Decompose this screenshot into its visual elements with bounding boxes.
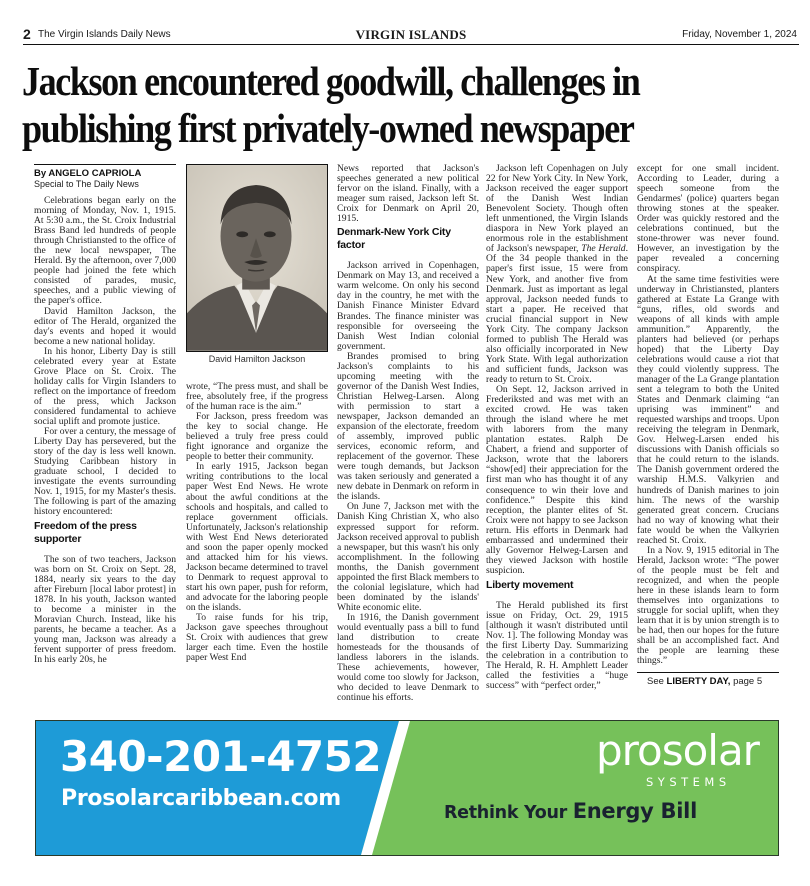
paragraph: In early 1915, Jackson began writing contributions to the local paper West End News. He wrote about the awful conditions at the schools and hospitals, and called to replace government officials. Unfortunately, Jackson's relationship with West End News deteriorated and soon the paper openly mocked and attacked him for his views. Jackson became determined to travel to Denmark to request approval to start his own paper, push for reform, and advocate for the laboring people on the islands. xyxy=(186,461,328,614)
issue-date: Friday, November 1, 2024 xyxy=(682,29,797,40)
portrait-photo xyxy=(186,164,328,352)
paragraph: except for one small incident. According to Leader, during a speech someone from the Gendarmes' (police) quarters began throwing stones at the speaker. Order was quickly restored and the celebrations continued, but the stone-thrower was never found. However, an investigation by the paper revealed a concerning conspiracy. xyxy=(637,163,779,275)
paragraph: For Jackson, press freedom was the key to social change. He believed a truly free press could fight ignorance and organize the people to better their community. xyxy=(186,411,328,463)
ad-phone-number[interactable]: 340-201-4752 xyxy=(60,732,382,781)
paragraph: Celebrations began early on the morning of Monday, Nov. 1, 1915. At 5:30 a.m., the St. Croix Industrial Brass Band led hundreds of people through Christiansted to the office of the new local newspaper, The Herald. By the afternoon, over 7,000 people had joined the fete which consisted of parades, music, speeches, and a public viewing of the paper's office. xyxy=(34,195,176,307)
paragraph: David Hamilton Jackson, the editor of The Herald, organized the day's events and hoped it would become a new national holiday. xyxy=(34,305,176,347)
subhead-denmark-new-york: Denmark-New York City factor xyxy=(337,226,451,252)
portrait-photo-icon xyxy=(187,165,327,351)
paragraph: Brandes promised to bring Jackson's complaints to his upcoming meeting with the governor of the Danish West Indies, Christian Helweg-Larsen. Along with permission to start a newspaper, Jackson demanded an expansion of the electorate, freedom of assembly, improved public services, economic reform, and replacement of the governor. These were tough demands, but Jackson was taken seriously and generated a new debate in Denmark on reform in the islands. xyxy=(337,350,479,503)
section-label: VIRGIN ISLANDS xyxy=(355,27,467,42)
subhead-liberty-movement: Liberty movement xyxy=(486,578,574,591)
jump-target: LIBERTY DAY, xyxy=(666,676,731,688)
article-column-1 xyxy=(34,164,176,665)
headline-line-1: Jackson encountered goodwill, challenges in xyxy=(22,58,640,104)
paragraph: In his honor, Liberty Day is still celebrated every year at Estate Grove Place on St. Croix. The holiday calls for Virgin Islanders to reflect on the importance of freedom of the press, which Jackson considered fundamental to achieve social uplift and promote justice. xyxy=(34,345,176,428)
page-number: 2 xyxy=(23,26,31,42)
prosolar-advertisement[interactable] xyxy=(35,720,779,856)
paragraph: Jackson arrived in Copenhagen, Denmark on May 13, and received a warm welcome. On only his second day in the country, he met with the Danish Finance Minister Edvard Brandes. The finance minister was responsible for overseeing the Danish West Indian colonial government. xyxy=(337,260,479,352)
headline-line-2: publishing first privately-owned newspaper xyxy=(22,105,634,151)
subhead-freedom-of-press: Freedom of the press supporter xyxy=(34,519,137,545)
photo-caption: David Hamilton Jackson xyxy=(208,354,306,364)
newspaper-name: The Virgin Islands Daily News xyxy=(38,29,171,40)
paragraph: For over a century, the message of Liberty Day has persevered, but the story of the day is less well known. Studying Caribbean history in graduate school, I decided to investigate the events surrounding Nov. 1, 1915, for my Master's thesis. The following is part of the amazing history encountered: xyxy=(34,426,176,518)
prosolar-logo: prosolar xyxy=(596,726,759,775)
prosolar-logo-systems: SYSTEMS xyxy=(646,775,731,789)
jump-divider xyxy=(637,672,779,673)
newspaper-title-italic: The Herald xyxy=(581,243,626,255)
page-folio xyxy=(23,26,799,45)
paragraph: The Herald published its first issue on Friday, Oct. 29, 1915 [although it wasn't distributed until Nov. 1]. The following Monday was the first Liberty Day. Summarizing the celebration in a contribution to The Herald, R. H. Amphlett Leader called the festivities a “huge success” with “perfect order,” xyxy=(486,599,628,692)
paragraph: News reported that Jackson's speeches generated a new political fervor on the island. Finally, with a meager sum raised, Jackson left St. Croix for Denmark on April 20, 1915. xyxy=(337,163,479,225)
ad-website[interactable]: Prosolarcaribbean.com xyxy=(61,786,341,811)
ad-tagline: Rethink Your Energy Bill xyxy=(444,799,697,823)
article-column-3 xyxy=(337,164,479,703)
paragraph: On June 7, Jackson met with the Danish King Christian X, who also expressed support for reform. Jackson received approval to publish a newspaper, but this wasn't his only accomplishment. In the following months, the Danish government appointed the first Black members to the colonial legislature, which had been dominated by the islands' White economic elite. xyxy=(337,501,480,613)
paragraph: The son of two teachers, Jackson was born on St. Croix on Sept. 28, 1884, nearly six years to the day after Fireburn [local labor protest] in 1878. In his youth, Jackson wanted to become a minister in the Moravian Church. Instead, like his parents, he became a teacher. As a young man, Jackson was already a fervent supporter of press freedom. In his early 20s, he xyxy=(34,553,176,665)
paragraph: In 1916, the Danish government would eventually pass a bill to fund land distribution to create homesteads for the thousands of landless laborers in the islands. These achievements, however, would come too slowly for Jackson, who decided to leave Denmark to continue his efforts. xyxy=(337,611,479,704)
article-column-5 xyxy=(637,164,779,687)
paragraph: To raise funds for his trip, Jackson gave speeches throughout St. Croix with audiences that grew larger each time. Even the hostile paper West End xyxy=(186,612,328,664)
continued-jump-link[interactable]: See LIBERTY DAY, page 5 xyxy=(647,676,763,688)
article-column-4 xyxy=(486,164,628,691)
byline-author: By ANGELO CAPRIOLA xyxy=(34,168,142,179)
paragraph: At the same time festivities were underway in Christiansted, planters gathered at Estate La Grange with “guns, rifles, old swords and weapons of all kinds with ample ammunition.” Apparently, the planters had believed (or perhaps hoped) that the Liberty Day celebrations would cause a riot that they could violently suppress. The manager of the La Grange plantation sent a telegram to both the United States and Denmark claiming “an uprising was imminent” and requested warships and troops. Upon receiving the telegram in Denmark, Gov. Helweg-Larsen ended his discussions with Danish officials so that he could return to the islands. The Danish government ordered the warship H.M.S. Valkyrien and hundreds of Danish marines to join him. The news of the warship generated great concern. Crucians had no way of knowing what their fate would be when the Valkyrien reached St. Croix. xyxy=(637,273,780,546)
byline-credit: Special to The Daily News xyxy=(34,179,139,189)
article-column-2 xyxy=(186,382,328,663)
paragraph: Jackson left Copenhagen on July 22 for New York City. In New York, Jackson received the eager support of the Danish West Indian Benevolent Society. Though often left unmentioned, the Virgin Islands diaspora in New York played an enormous role in the establishment of Jackson's newspaper, The Herald. Of the 34 people thanked in the paper's first issue, 15 were from New York, and another five from Denmark. Just as important as legal approval, Jackson needed funds to start a paper. He received that crucial financial support in New York City. The company Jackson formed to publish The Herald was also officially incorporated in New York State. With legal authorization and sufficient funds, Jackson was ready to return to St. Croix. xyxy=(486,163,628,385)
byline-divider xyxy=(34,164,176,165)
article-headline xyxy=(22,58,700,152)
paragraph: On Sept. 12, Jackson arrived in Frederiksted and was met with an excited crowd. He was taken through the island where he met with laborers from the many plantation estates. Ralph De Chabert, a friend and supporter of Jackson, wrote that the laborers “show[ed] their appreciation for the first man who has thought it of any consequence to win their love and confidence.” Despite this kind reception, the planter elites of St. Croix were not happy to see Jackson return. His efforts in Denmark had embarrassed and undermined their ally Governor Helweg-Larsen and they viewed Jackson with hostile suspicion. xyxy=(486,384,628,576)
paragraph: wrote, “The press must, and shall be free, absolutely free, if the progress of the human race is the aim.” xyxy=(186,381,328,413)
paragraph: In a Nov. 9, 1915 editorial in The Herald, Jackson wrote: “The power of the people must be felt and recognized, and when the people here in these islands learn to form themselves into organizations to struggle for social uplift, when they learn that it is by union strength is to be had, then our hopes for the future shall be an accomplished fact. And the people are learning these things.” xyxy=(637,544,779,667)
